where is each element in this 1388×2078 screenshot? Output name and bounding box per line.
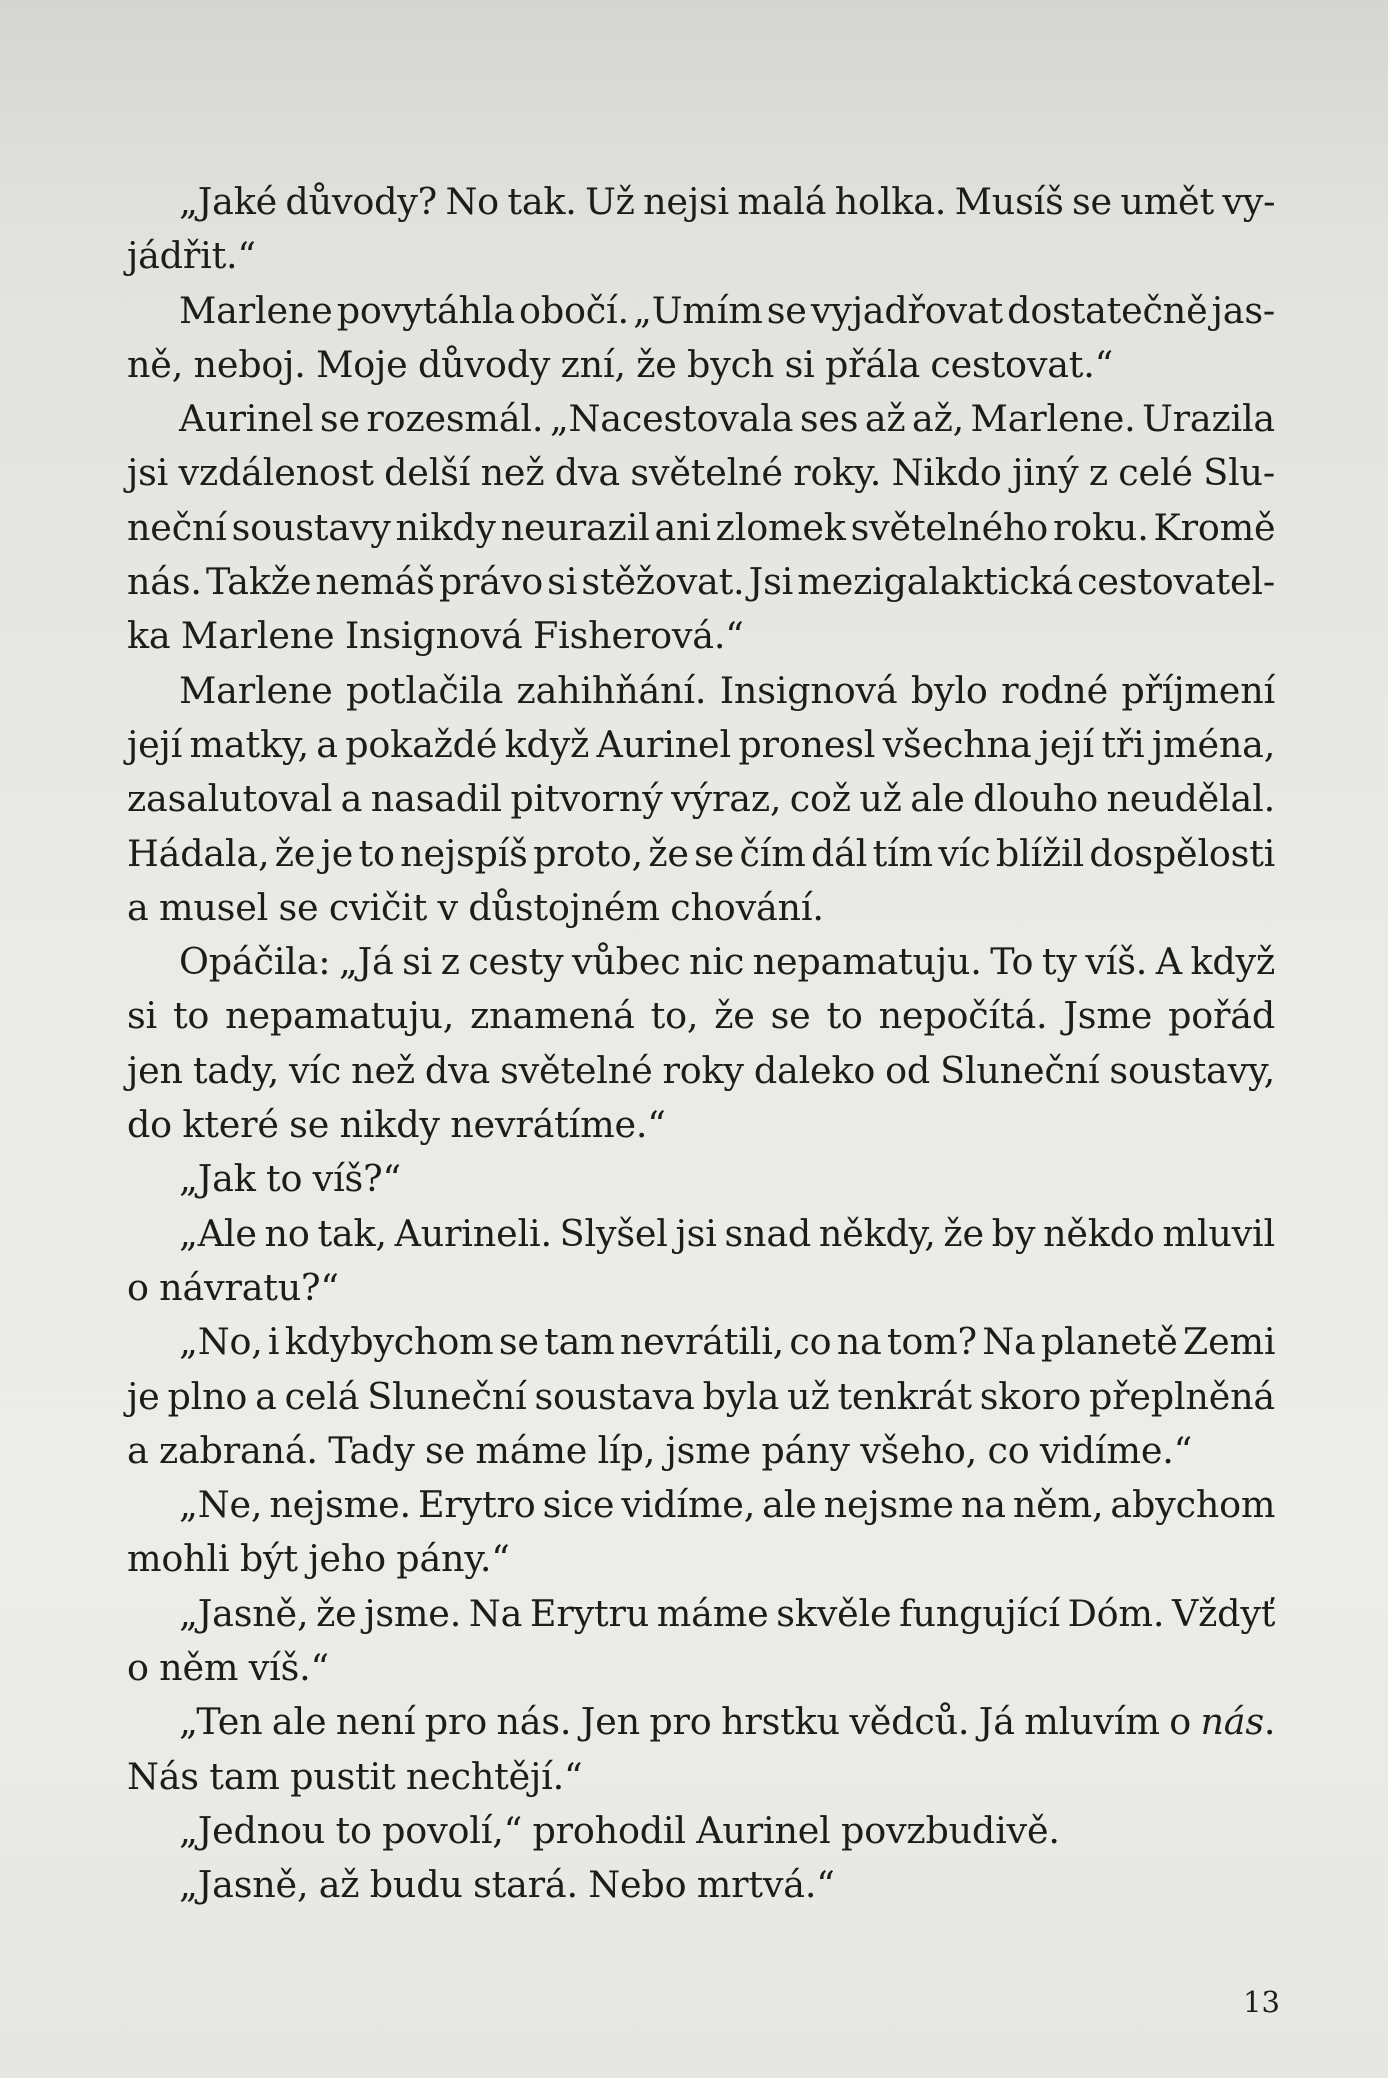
text-line: „Ne, nejsme. Erytro sice vidíme, ale nejsme na něm, abychom: [179, 1483, 1276, 1527]
text-line: nás. Takže nemáš právo si stěžovat. Jsi mezigalaktická cestovatel-: [127, 560, 1275, 604]
text-line: do které se nikdy nevrátíme.“: [127, 1103, 666, 1147]
text-line: mohli být jeho pány.“: [127, 1537, 510, 1581]
text-line: „No, i kdybychom se tam nevrátili, co na tom? Na planetě Zemi: [179, 1320, 1276, 1364]
text-line: Marlene povytáhla obočí. „Umím se vyjadřovat dostatečně jas-: [179, 288, 1275, 332]
text-line: neční soustavy nikdy neurazil ani zlomek světelného roku. Kromě: [127, 505, 1276, 549]
text-line: „Jak to víš?“: [179, 1157, 401, 1201]
text-line: zasalutoval a nasadil pitvorný výraz, což už ale dlouho neudělal.: [127, 777, 1275, 821]
text-line: je plno a celá Sluneční soustava byla už tenkrát skoro přeplněná: [127, 1374, 1275, 1418]
text-line: „Jaké důvody? No tak. Už nejsi malá holka. Musíš se umět vy-: [179, 180, 1276, 223]
text-line: Hádala, že je to nejspíš proto, že se čím dál tím víc blížil dospělosti: [127, 831, 1276, 875]
text-line: „Jasně, že jsme. Na Erytru máme skvěle fungující Dóm. Vždyť: [179, 1591, 1276, 1635]
text-line: jsi vzdálenost delší než dva světelné roky. Nikdo jiný z celé Slu-: [127, 451, 1275, 495]
text-line: „Ale no tak, Aurineli. Slyšel jsi snad někdy, že by někdo mluvil: [179, 1211, 1275, 1255]
text-line: o něm víš.“: [127, 1646, 329, 1690]
emphasized-word: nás: [1200, 1700, 1264, 1744]
text-line: Marlene potlačila zahihňání. Insignová bylo rodné příjmení: [179, 668, 1275, 712]
text-line: „Jasně, až budu stará. Nebo mrtvá.“: [179, 1863, 835, 1907]
text-line: jádřit.“: [127, 234, 256, 278]
body-text: [127, 175, 1275, 1913]
text-line: ka Marlene Insignová Fisherová.“: [127, 614, 744, 658]
page-number: 13: [1243, 1985, 1280, 2019]
text-segment: .: [1263, 1700, 1276, 1744]
text-line: „Jednou to povolí,“ prohodil Aurinel povzbudivě.: [179, 1808, 1060, 1852]
text-line: ně, neboj. Moje důvody zní, že bych si přála cestovat.“: [127, 342, 1114, 386]
text-line: a zabraná. Tady se máme líp, jsme pány všeho, co vidíme.“: [127, 1428, 1193, 1472]
text-segment: „Ten ale není pro nás. Jen pro hrstku vědců. Já mluvím o: [179, 1700, 1201, 1744]
text-line: a musel se cvičit v důstojném chování.: [127, 885, 824, 929]
text-line: Aurinel se rozesmál. „Nacestovala ses až až, Marlene. Urazila: [179, 397, 1275, 441]
text-line: Opáčila: „Já si z cesty vůbec nic nepamatuju. To ty víš. A když: [179, 940, 1275, 984]
text-line: jen tady, víc než dva světelné roky daleko od Sluneční soustavy,: [127, 1048, 1275, 1092]
text-line: Nás tam pustit nechtějí.“: [127, 1754, 583, 1798]
text-line: její matky, a pokaždé když Aurinel pronesl všechna její tři jména,: [127, 722, 1276, 766]
text-line: o návratu?“: [127, 1265, 339, 1309]
text-line: si to nepamatuju, znamená to, že se to nepočítá. Jsme pořád: [127, 994, 1275, 1038]
text-line: [127, 1695, 1275, 1749]
